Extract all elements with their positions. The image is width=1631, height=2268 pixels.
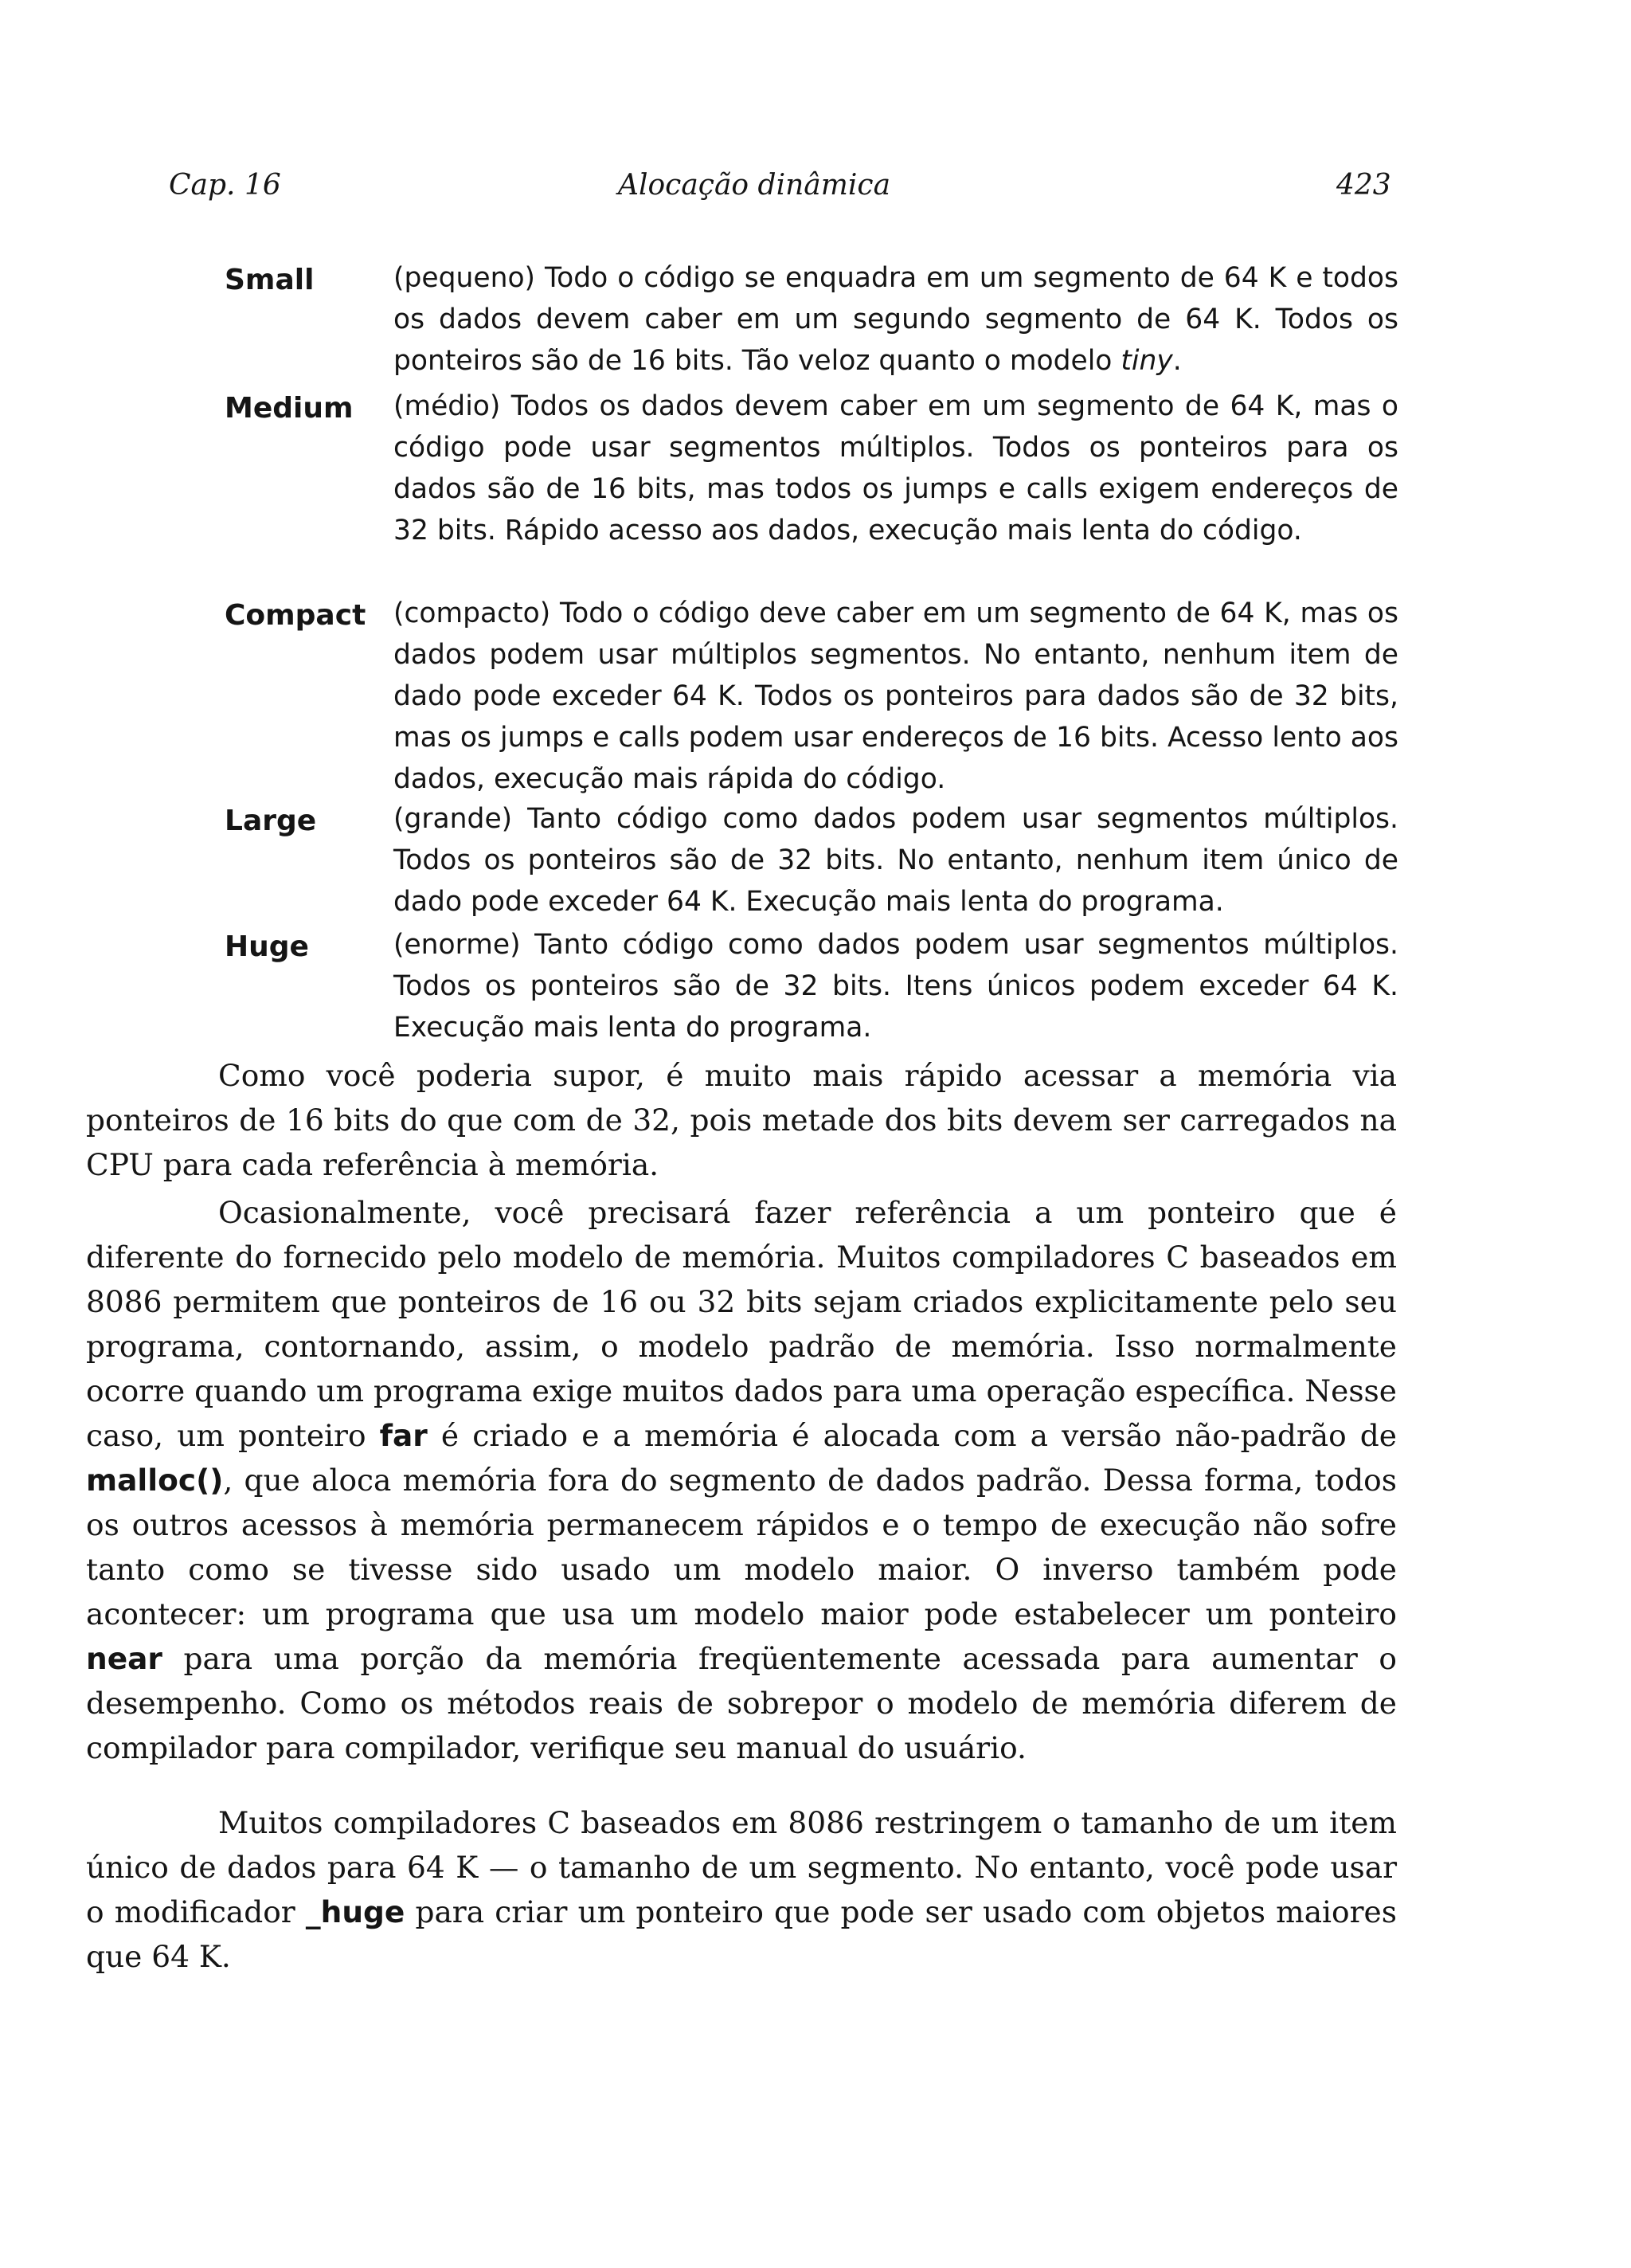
keyword-malloc: malloc() (86, 1463, 224, 1498)
keyword-near: near (86, 1641, 162, 1676)
model-term-large: Large (225, 805, 317, 837)
model-desc-compact: (compacto) Todo o código deve caber em um segmento de 64 K, mas os dados podem usar múltiplos segmentos. No entanto, nenhum item de dado pode exceder 64 K. Todos os ponteiros para dados são de 32 bits, mas os jumps e calls podem usar endereços de 16 bits. Acesso lento aos dados, execução mais rápida do código. (393, 597, 1398, 795)
page-number: 423 (1336, 169, 1391, 202)
model-desc-large: (grande) Tanto código como dados podem usar segmentos múltiplos. Todos os ponteiros são de 32 bits. No entanto, nenhum item único de dado pode exceder 64 K. Execução mais lenta do programa. (393, 803, 1398, 918)
tiny-emphasis: tiny (1121, 345, 1173, 377)
section-title: Alocação dinâmica (618, 169, 891, 202)
paragraph-huge-modifier: Muitos compiladores C baseados em 8086 restringem o tamanho de um item único de dados para 64 K — o tamanho de um segmento. No entanto, você pode usar o modificador _huge para criar um ponteiro que pode ser usado com objetos maiores que 64 K. (86, 1805, 1397, 1974)
paragraph-far-near-pointers: Ocasionalmente, você precisará fazer referência a um ponteiro que é diferente do fornecido pelo modelo de memória. Muitos compiladores C baseados em 8086 permitem que ponteiros de 16 ou 32 bits sejam criados explicitamente pelo seu programa, contornando, assim, o modelo padrão de memória. Isso normalmente ocorre quando um programa exige muitos dados para uma operação específica. Nesse caso, um ponteiro far é criado e a memória é alocada com a versão não-padrão de malloc(), que aloca memória fora do segmento de dados padrão. Dessa forma, todos os outros acessos à memória permanecem rápidos e o tempo de execução não sofre tanto como se tivesse sido usado um modelo maior. O inverso também pode acontecer: um programa que usa um modelo maior pode estabelecer um ponteiro near para uma porção da memória freqüentemente acessada para aumentar o desempenho. Como os métodos reais de sobrepor o modelo de memória diferem de compilador para compilador, verifique seu manual do usuário. (86, 1195, 1398, 1765)
chapter-label: Cap. 16 (169, 169, 281, 202)
model-desc-huge: (enorme) Tanto código como dados podem usar segmentos múltiplos. Todos os ponteiros são de 32 bits. Itens únicos podem exceder 64 K. Execução mais lenta do programa. (393, 929, 1398, 1044)
running-header (0, 0, 1631, 255)
model-term-huge: Huge (225, 930, 309, 963)
model-term-compact: Compact (225, 599, 366, 632)
keyword-huge: _huge (305, 1894, 405, 1929)
model-term-medium: Medium (225, 392, 354, 425)
model-desc-small: (pequeno) Todo o código se enquadra em um segmento de 64 K e todos os dados devem caber em um segundo segmento de 64 K. Todos os ponteiros são de 16 bits. Tão veloz quanto o modelo tiny. (393, 262, 1398, 377)
keyword-far: far (379, 1418, 428, 1453)
model-desc-medium: (médio) Todos os dados devem caber em um segmento de 64 K, mas o código pode usar segmentos múltiplos. Todos os ponteiros para os dados são de 16 bits, mas todos os jumps e calls exigem endereços de 32 bits. Rápido acesso aos dados, execução mais lenta do código. (393, 390, 1398, 546)
model-term-small: Small (225, 264, 315, 296)
paragraph-pointer-speed: Como você poderia supor, é muito mais rápido acessar a memória via ponteiros de 16 bits do que com de 32, pois metade dos bits devem ser carregados na CPU para cada referência à memória. (86, 1058, 1397, 1182)
